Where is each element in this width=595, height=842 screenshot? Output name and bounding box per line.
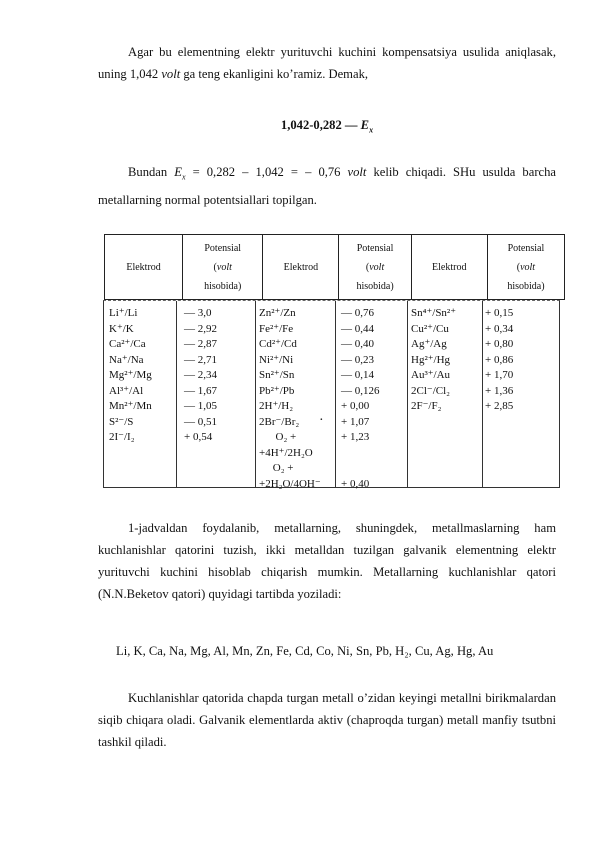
electrode-column-2 <box>259 306 321 492</box>
electrode-column-1-cell: S²⁻/S <box>109 415 134 428</box>
electrode-column-2-cell: Ni²⁺/Ni <box>259 353 294 366</box>
table-header <box>104 234 565 300</box>
electrode-column-3-cell: 2Cl⁻/Cl₂ <box>411 384 450 397</box>
potential-column-1-cell: — 2,71 <box>184 353 217 366</box>
table-divider <box>255 301 256 487</box>
electrode-column-3-cell: Cu²⁺/Cu <box>411 322 449 335</box>
potential-column-1-cell: — 3,0 <box>184 307 212 319</box>
electrode-column-1-cell: Na⁺/Na <box>109 353 144 366</box>
potential-column-2-cell: — 0,76 <box>341 307 374 319</box>
electrode-column-2-cell: +4H⁺/2H₂O <box>259 446 313 459</box>
potential-column-3-cell: + 0,86 <box>485 353 514 366</box>
electrode-column-3-cell: 2F⁻/F₂ <box>411 400 442 412</box>
result-text-mid: = 0,282 – 1,042 = – 0,76 <box>185 165 348 179</box>
header-elektrod-2: Elektrod <box>263 235 339 299</box>
potential-column-3-cell: + 0,80 <box>485 338 514 350</box>
table-divider <box>335 301 336 487</box>
electrode-column-1-cell: 2I⁻/I₂ <box>109 431 135 443</box>
header-hisobida: hisobida) <box>204 280 242 292</box>
electrode-column-2-cell: Zn²⁺/Zn <box>259 307 296 319</box>
displacement-paragraph: Kuchlanishlar qatorida chapda turgan metall o’zidan keyingi metallni birikmalardan siqib chiqara oladi. Galvanik elementlarda aktiv (chaproqda turgan) metall manfiy tsutbni tashkil qiladi. <box>98 691 556 749</box>
potential-column-2-cell: — 0,44 <box>341 322 374 335</box>
potential-column-1-cell: — 2,92 <box>184 322 217 335</box>
electrode-column-3-cell: Ag⁺/Ag <box>411 338 447 350</box>
electrode-column-2-cell: Pb²⁺/Pb <box>259 384 295 397</box>
result-subscript: x <box>181 172 186 182</box>
potential-column-3 <box>485 306 513 415</box>
electrode-column-2-cell: Cd²⁺/Cd <box>259 338 297 350</box>
potential-column-3-cell: + 1,70 <box>485 369 514 381</box>
potential-column-1-cell: — 0,51 <box>184 415 217 428</box>
header-volt: volt <box>520 261 536 273</box>
header-potensial-label: Potensial <box>204 242 242 254</box>
potential-column-2-cell: + 1,07 <box>341 415 370 428</box>
electrode-column-3 <box>411 306 456 415</box>
header-volt: volt <box>216 261 232 273</box>
potential-column-1-cell: — 2,34 <box>184 369 217 381</box>
metal-series: Li, K, Ca, Na, Mg, Al, Mn, Zn, Fe, Cd, Co, Ni, Sn, Pb, H₂, Cu, Ag, Hg, Au <box>116 644 494 658</box>
potential-column-1-cell: — 2,87 <box>184 338 217 350</box>
header-hisobida: hisobida) <box>507 280 545 292</box>
electrode-column-1 <box>109 306 152 446</box>
result-paragraph <box>98 161 556 211</box>
header-paren: ( <box>516 261 521 273</box>
intro-text-end: ga teng ekanligini ko’ramiz. Demak, <box>180 67 369 81</box>
table-divider <box>482 301 483 487</box>
potential-column-2-cell: + 0,40 <box>341 477 370 490</box>
header-volt: volt <box>369 261 385 273</box>
equation-subscript: x <box>369 125 374 135</box>
electrode-column-2-cell: O₂ + <box>259 462 294 474</box>
potential-column-3-cell: + 1,36 <box>485 384 514 397</box>
series-paragraph: 1-jadvaldan foydalanib, metallarning, shuningdek, metallmaslarning ham kuchlanishlar qatorini tuzish, ikki metalldan tuzilgan galvanik elementning elektr yurituvchi kuchini hisoblab chiqarish mumkin. Metallarning kuchlanishlar qatori (N.N.Beketov qatori) quyidagi tartibda yoziladi: <box>98 521 556 601</box>
potential-column-1 <box>184 306 217 446</box>
header-elektrod-3: Elektrod <box>412 235 488 299</box>
potential-column-2-cell <box>341 461 380 477</box>
potential-column-1-cell: — 1,05 <box>184 400 217 412</box>
electrode-column-2-cell: 2H⁺/H₂ <box>259 400 294 412</box>
potential-column-3-cell: + 0,15 <box>485 307 514 319</box>
electrode-column-2-cell: O₂ + <box>259 431 297 443</box>
electrode-column-1-cell: Ca²⁺/Ca <box>109 338 146 350</box>
header-hisobida: hisobida) <box>356 280 394 292</box>
header-potensial-1 <box>183 235 263 299</box>
potential-column-2-cell: + 0,00 <box>341 400 370 412</box>
electrode-column-1-cell: Mg²⁺/Mg <box>109 369 152 381</box>
potential-column-2-cell: — 0,23 <box>341 353 374 366</box>
equation-variable: E <box>360 118 370 132</box>
potential-column-3-cell: + 2,85 <box>485 400 514 412</box>
header-potensial-label: Potensial <box>356 242 394 254</box>
header-potensial-label: Potensial <box>507 242 545 254</box>
electrode-column-3-cell: Hg²⁺/Hg <box>411 353 451 366</box>
potential-column-1-cell: + 0,54 <box>184 431 213 443</box>
volt-unit: volt <box>347 165 367 179</box>
header-potensial-3 <box>488 235 564 299</box>
electrode-column-1-cell: Al³⁺/Al <box>109 384 144 397</box>
header-potensial-2 <box>339 235 411 299</box>
header-paren: ( <box>213 261 217 273</box>
potential-column-2-cell: + 1,23 <box>341 431 370 443</box>
header-elektrod-1: Elektrod <box>105 235 183 299</box>
result-text: Bundan <box>128 165 175 179</box>
electrode-column-1-cell: Li⁺/Li <box>109 307 138 319</box>
table-divider <box>407 301 408 487</box>
electrode-column-3-cell: Sn⁴⁺/Sn²⁺ <box>411 307 457 319</box>
electrode-column-1-cell: K⁺/K <box>109 322 134 335</box>
potential-column-2-cell <box>341 446 380 462</box>
potential-table <box>103 300 560 488</box>
electrode-column-1-cell: Mn²⁺/Mn <box>109 400 152 412</box>
intro-paragraph <box>98 41 556 85</box>
potential-column-1-cell: — 1,67 <box>184 384 217 397</box>
electrode-column-2-cell: Fe²⁺/Fe <box>259 322 294 335</box>
intro-text: Agar bu elementning elektr yurituvchi kuchini kompensatsiya usulida aniqlasak, uning 1,042 <box>98 45 556 81</box>
potential-column-2-cell: — 0,126 <box>341 384 380 397</box>
potential-column-2 <box>341 306 380 492</box>
electrode-column-2-cell: 2Br⁻/Br₂ <box>259 415 300 428</box>
result-text-end: kelib chiqadi. SHu usulda barcha metallarning normal potentsiallari topilgan. <box>98 165 556 207</box>
equation <box>98 114 556 142</box>
electrode-column-3-cell: Au³⁺/Au <box>411 369 451 381</box>
potential-column-2-cell: — 0,40 <box>341 338 374 350</box>
electrode-column-2-cell: Sn²⁺/Sn <box>259 369 295 381</box>
volt-unit: volt <box>161 67 181 81</box>
potential-column-2-cell: — 0,14 <box>341 369 374 381</box>
stray-mark: · <box>319 413 324 428</box>
equation-text: 1,042-0,282 — <box>280 118 361 132</box>
electrode-column-2-cell: +2H₂O/4OH⁻ <box>259 477 321 490</box>
header-paren: ( <box>365 261 370 273</box>
table-divider <box>176 301 177 487</box>
potential-column-3-cell: + 0,34 <box>485 322 514 335</box>
result-variable: E <box>174 165 182 179</box>
